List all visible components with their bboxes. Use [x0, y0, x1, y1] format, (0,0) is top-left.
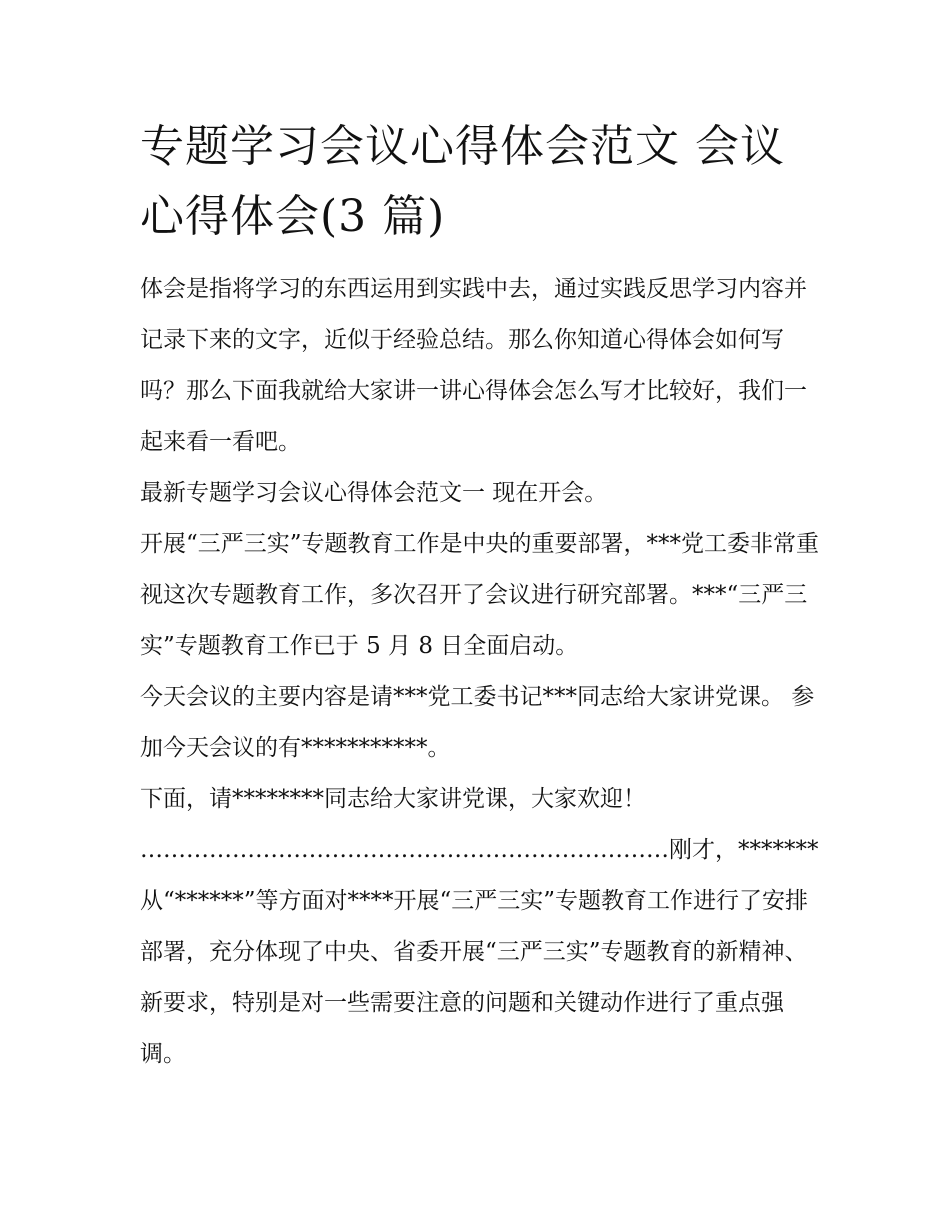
document-title: 专题学习会议心得体会范文 会议 心得体会(3 篇)	[140, 121, 785, 242]
document-body	[140, 112, 820, 1080]
body-paragraph: 下面，请********同志给大家讲党课，大家欢迎！	[140, 786, 646, 812]
body-paragraph: ……………………………………………………………刚才，*******从“******”等方面对****开展“三严三实”专题教育工作进行了安排部署，充分体现了中央、省委开展“三严三实”专题教育的新精神、新要求，特别是对一些需要注意的问题和关键动作进行了重点强调。	[140, 837, 819, 1067]
body-paragraph: 今天会议的主要内容是请***党工委书记***同志给大家讲党课。 参加今天会议的有***********。	[140, 684, 815, 761]
intro-paragraph: 体会是指将学习的东西运用到实践中去，通过实践反思学习内容并记录下来的文字，近似于经验总结。那么你知道心得体会如何写吗？那么下面我就给大家讲一讲心得体会怎么写才比较好，我们一起来看一看吧。	[140, 276, 807, 455]
body-paragraph: 开展“三严三实”专题教育工作是中央的重要部署，***党工委非常重视这次专题教育工作，多次召开了会议进行研究部署。***“三严三实”专题教育工作已于 5 月 8 日全面启动。	[140, 531, 820, 659]
section-heading-paragraph: 最新专题学习会议心得体会范文一 现在开会。	[140, 480, 608, 506]
